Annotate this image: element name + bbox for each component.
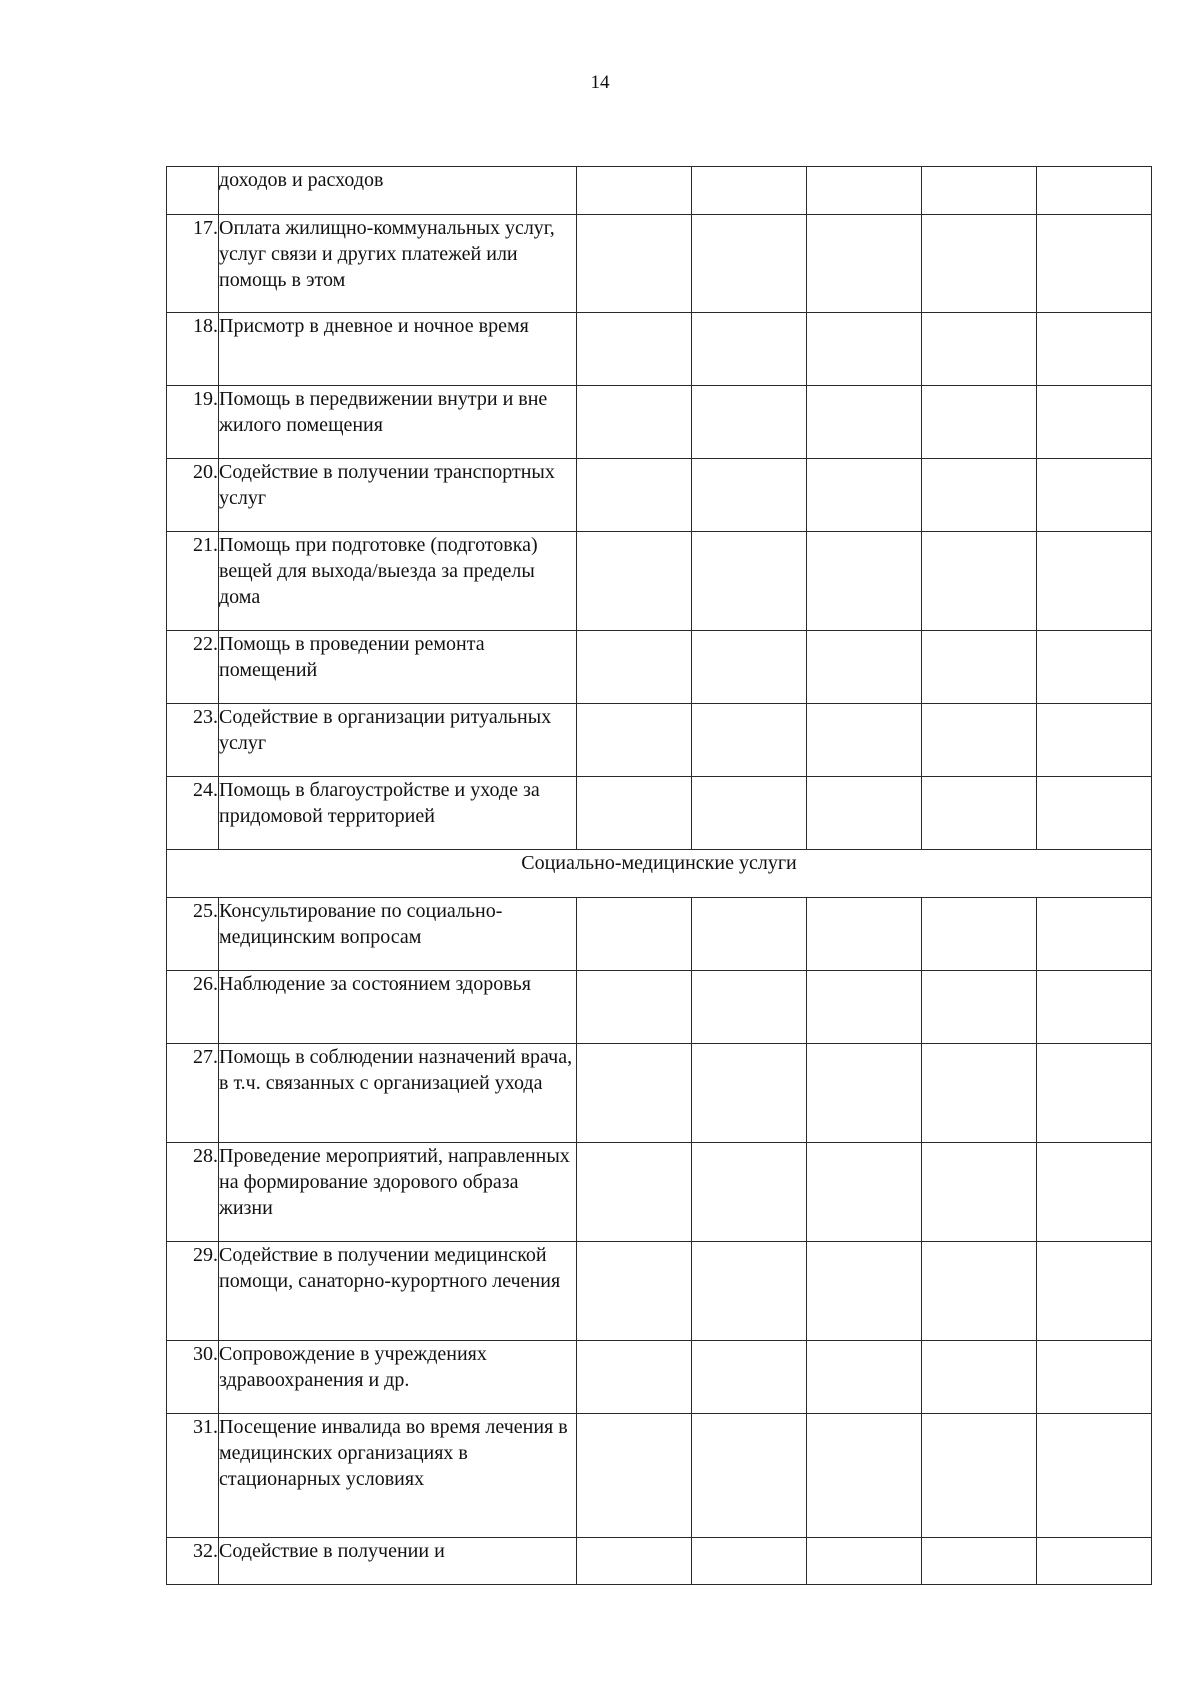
empty-cell [577,167,692,215]
row-number: 28. [167,1143,219,1242]
empty-cell [1037,631,1152,704]
empty-cell [807,459,922,532]
row-number: 21. [167,532,219,631]
row-number: 23. [167,704,219,777]
services-table-body [167,167,1152,1585]
empty-cell [1037,1143,1152,1242]
empty-cell [1037,386,1152,459]
empty-cell [692,1341,807,1414]
service-name: Оплата жилищно-коммунальных услуг, услуг связи и других платежей или помощь в этом [219,215,577,313]
row-number: 25. [167,898,219,971]
row-number: 24. [167,777,219,850]
empty-cell [1037,459,1152,532]
service-name: Помощь в благоустройстве и уходе за придомовой территорией [219,777,577,850]
empty-cell [577,459,692,532]
service-name: Содействие в получении транспортных услуг [219,459,577,532]
empty-cell [807,631,922,704]
table-row [167,386,1152,459]
table-row [167,1341,1152,1414]
row-number: 17. [167,215,219,313]
empty-cell [577,971,692,1044]
empty-cell [1037,704,1152,777]
row-number: 27. [167,1044,219,1143]
empty-cell [577,1044,692,1143]
empty-cell [1037,1538,1152,1585]
empty-cell [807,1242,922,1341]
empty-cell [692,386,807,459]
empty-cell [922,631,1037,704]
service-name: Помощь при подготовке (подготовка) вещей для выхода/выезда за пределы дома [219,532,577,631]
empty-cell [577,386,692,459]
service-name: Посещение инвалида во время лечения в медицинских организациях в стационарных условиях [219,1414,577,1538]
service-name: Консультирование по социально-медицинским вопросам [219,898,577,971]
empty-cell [1037,1414,1152,1538]
empty-cell [692,971,807,1044]
service-name: Помощь в передвижении внутри и вне жилого помещения [219,386,577,459]
empty-cell [1037,1044,1152,1143]
empty-cell [692,167,807,215]
empty-cell [577,704,692,777]
empty-cell [692,313,807,386]
table-row [167,215,1152,313]
service-name: Содействие в организации ритуальных услуг [219,704,577,777]
empty-cell [1037,1341,1152,1414]
empty-cell [692,459,807,532]
empty-cell [1037,313,1152,386]
empty-cell [1037,777,1152,850]
empty-cell [807,215,922,313]
empty-cell [692,1143,807,1242]
empty-cell [577,215,692,313]
empty-cell [807,1143,922,1242]
empty-cell [692,1538,807,1585]
empty-cell [1037,167,1152,215]
row-number: 32. [167,1538,219,1585]
table-row [167,532,1152,631]
empty-cell [922,386,1037,459]
table-row [167,167,1152,215]
table-row [167,898,1152,971]
empty-cell [577,313,692,386]
empty-cell [577,532,692,631]
empty-cell [922,1044,1037,1143]
empty-cell [577,898,692,971]
table-row [167,459,1152,532]
empty-cell [922,313,1037,386]
service-name: Помощь в проведении ремонта помещений [219,631,577,704]
empty-cell [922,167,1037,215]
page-number: 14 [590,72,610,93]
empty-cell [577,1143,692,1242]
empty-cell [807,704,922,777]
table-row [167,1044,1152,1143]
empty-cell [807,971,922,1044]
empty-cell [577,1242,692,1341]
table-row [167,1242,1152,1341]
empty-cell [577,631,692,704]
empty-cell [577,1538,692,1585]
empty-cell [1037,1242,1152,1341]
empty-cell [807,1341,922,1414]
empty-cell [807,777,922,850]
service-name: Присмотр в дневное и ночное время [219,313,577,386]
empty-cell [1037,215,1152,313]
empty-cell [692,777,807,850]
empty-cell [807,313,922,386]
service-name: Содействие в получении и [219,1538,577,1585]
row-number [167,167,219,215]
empty-cell [922,1143,1037,1242]
section-title: Социально-медицинские услуги [167,850,1152,898]
row-number: 19. [167,386,219,459]
row-number: 20. [167,459,219,532]
empty-cell [807,1538,922,1585]
row-number: 30. [167,1341,219,1414]
empty-cell [692,704,807,777]
empty-cell [1037,532,1152,631]
table-row [167,1414,1152,1538]
empty-cell [807,1414,922,1538]
empty-cell [1037,971,1152,1044]
empty-cell [807,532,922,631]
table-row [167,631,1152,704]
service-name: Проведение мероприятий, направленных на формирование здорового образа жизни [219,1143,577,1242]
section-header-row [167,850,1152,898]
empty-cell [922,532,1037,631]
service-name: Содействие в получении медицинской помощи, санаторно-курортного лечения [219,1242,577,1341]
empty-cell [922,459,1037,532]
empty-cell [577,1414,692,1538]
row-number: 18. [167,313,219,386]
empty-cell [577,777,692,850]
empty-cell [922,1414,1037,1538]
empty-cell [922,971,1037,1044]
service-name: Помощь в соблюдении назначений врача, в т.ч. связанных с организацией ухода [219,1044,577,1143]
empty-cell [922,1538,1037,1585]
table-row [167,704,1152,777]
empty-cell [922,898,1037,971]
empty-cell [692,215,807,313]
row-number: 29. [167,1242,219,1341]
empty-cell [692,631,807,704]
row-number: 22. [167,631,219,704]
empty-cell [922,704,1037,777]
empty-cell [692,1414,807,1538]
table-row [167,1538,1152,1585]
table-row [167,313,1152,386]
empty-cell [692,1242,807,1341]
empty-cell [922,215,1037,313]
empty-cell [1037,898,1152,971]
empty-cell [807,898,922,971]
service-name: Наблюдение за состоянием здоровья [219,971,577,1044]
row-number: 26. [167,971,219,1044]
empty-cell [807,1044,922,1143]
empty-cell [922,1242,1037,1341]
empty-cell [807,386,922,459]
table-row [167,777,1152,850]
table-row [167,1143,1152,1242]
empty-cell [692,898,807,971]
empty-cell [692,1044,807,1143]
empty-cell [922,1341,1037,1414]
empty-cell [577,1341,692,1414]
empty-cell [922,777,1037,850]
empty-cell [692,532,807,631]
service-name: Сопровождение в учреждениях здравоохранения и др. [219,1341,577,1414]
services-table [166,166,1152,1585]
table-row [167,971,1152,1044]
service-name: доходов и расходов [219,167,577,215]
row-number: 31. [167,1414,219,1538]
empty-cell [807,167,922,215]
